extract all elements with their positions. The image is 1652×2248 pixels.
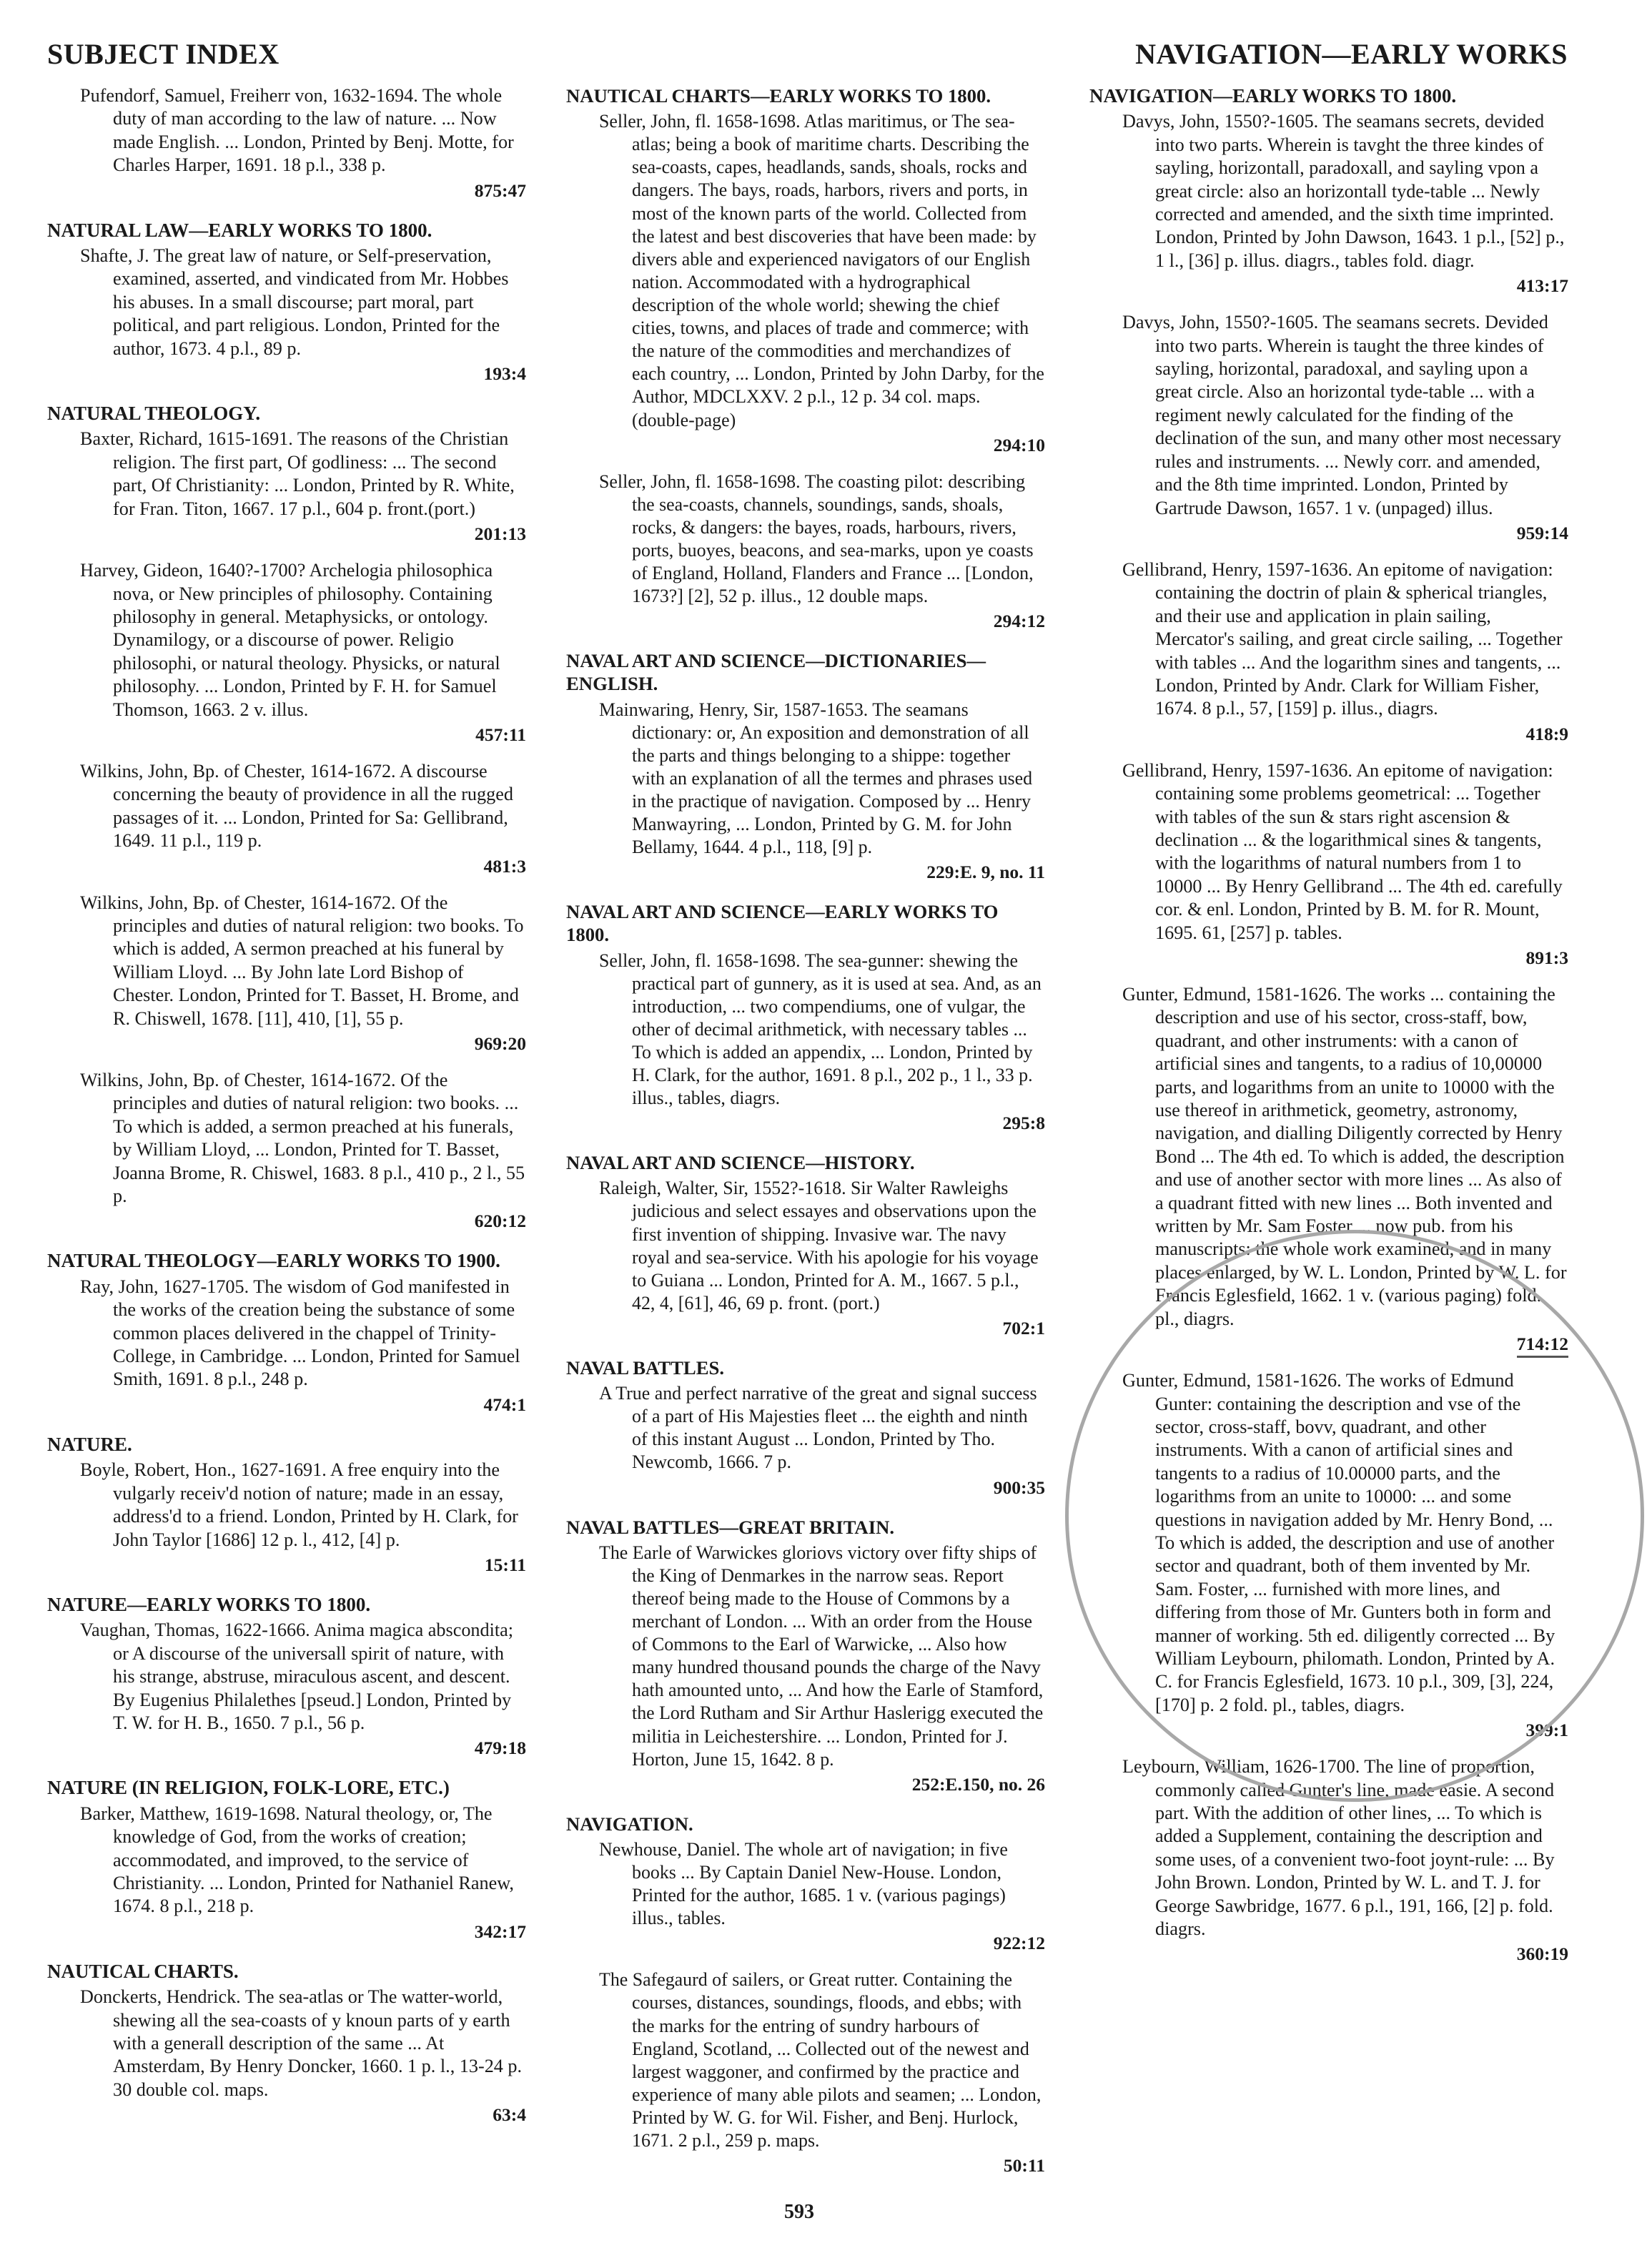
index-entry (47, 245, 526, 385)
call-number-text: 295:8 (1002, 1113, 1045, 1134)
entry-description: Gellibrand, Henry, 1597-1636. An epitome of navigation: containing some problems geometrical: ... Together with tables of the sun & stars right ascension & declination ... & the logarithmical sines & tangents, with the logarithms of natural numbers from 1 to 10000 ... By Henry Gellibrand ... The 4th ed. carefully cor. & enl. London, Printed by B. M. for R. Mount, 1695. 61, [257] p. tables. (1122, 759, 1563, 943)
page-header (0, 37, 1652, 80)
call-number (47, 180, 526, 202)
call-number (47, 1394, 526, 1416)
call-number-text: 342:17 (474, 1921, 526, 1942)
entry-description: Davys, John, 1550?-1605. The seamans secrets, devided into two parts. Wherein is tavght the three kindes of sayling, horizontall, paradoxall, and sayling vpon a great circle: also an horizontall tyde-table ... Newly corrected and amended, and the sixth time imprinted. London, Printed by John Dawson, 1643. 1 p.l., [52] p., 1 l., [36] p. illus. diagrs., tables fold. diagr. (1122, 111, 1565, 271)
index-entry (47, 1619, 526, 1759)
index-entry (47, 1459, 526, 1576)
call-number-text: 399:1 (1525, 1720, 1568, 1741)
call-number (566, 1113, 1045, 1134)
entry-description: Wilkins, John, Bp. of Chester, 1614-1672. Of the principles and duties of natural religion: two books. To which is added, A sermon preached at his funeral by William Lloyd. ... By John late Lord Bishop of Chester. London, Printed for T. Basset, H. Brome, and R. Chiswell, 1678. [11], 410, [1], 55 p. (80, 892, 524, 1029)
call-number-text: 63:4 (493, 2104, 526, 2126)
subject-heading: NAVIGATION. (566, 1813, 693, 1835)
entry-description: Harvey, Gideon, 1640?-1700? Archelogia philosophica nova, or New principles of philosophy. Containing philosophy in general. Metaphysicks, or ontology. Dynamilogy, or a discourse of power. Religio philosophi, or natural theology. Physicks, or natural philosophy. ... London, Printed by F. H. for Samuel Thomson, 1663. 2 v. illus. (80, 560, 500, 720)
subject-heading: NAVAL ART AND SCIENCE—DICTIONARIES—ENGLISH. (566, 650, 986, 695)
call-number (1089, 724, 1568, 745)
subject-heading: NATURE. (47, 1433, 132, 1455)
index-entry (47, 1986, 526, 2126)
entry-description: Seller, John, fl. 1658-1698. The coasting pilot: describing the sea-coasts, channels, soundings, sands, shoals, rocks, & dangers: the bayes, roads, harbours, rivers, ports, buoyes, beacons, and sea-marks, upon ye coasts of England, Holland, Flanders and France ... [London, 1673?] [2], 52 p. illus., 12 double maps. (599, 470, 1034, 607)
call-number-text: 252:E.150, no. 26 (911, 1773, 1045, 1795)
index-entry (47, 760, 526, 877)
call-number-text: 969:20 (474, 1033, 526, 1054)
index-entry (1089, 1369, 1568, 1741)
subject-heading: NATURAL LAW—EARLY WORKS TO 1800. (47, 219, 432, 241)
index-column-2 (566, 84, 1045, 2176)
call-number (47, 1033, 526, 1055)
index-entry (566, 110, 1045, 456)
index-entry (47, 1803, 526, 1943)
entry-description: Gunter, Edmund, 1581-1626. The works ... containing the description and use of his sector, cross-staff, bow, quadrant, and other instruments: with a canon of artificial sines and tangents, to a radius of 10,00000 parts, and logarithms from an unite to 10000 with the use thereof in arithmetick, geometry, astronomy, navigation, and dialling Diligently corrected by Henry Bond ... The 4th ed. To which is added, the description and use of another sector with more lines ... As also of a quadrant fitted with new lines ... Both invented and written by Mr. Sam Foster ... now pub. from his manuscripts: the whole work examined, and in many places enlarged, by W. L. London, Printed by W. L. for Francis Eglesfield, 1662. 1 v. (various paging) fold. pl., diagrs. (1122, 984, 1567, 1329)
page-number: 593 (784, 2201, 814, 2223)
call-number-text: 360:19 (1516, 1943, 1568, 1965)
call-number (566, 2155, 1045, 2176)
call-number-text: 620:12 (474, 1211, 526, 1232)
call-number (47, 363, 526, 385)
entry-description: Raleigh, Walter, Sir, 1552?-1618. Sir Walter Rawleighs judicious and select essayes and observations upon the first invention of shipping. Invasive war. The navy royal and sea-service. With his apologie for his voyage to Guiana ... London, Printed for A. M., 1667. 5 p.l., 42, 4, [61], 46, 69 p. front. (port.) (599, 1178, 1039, 1313)
call-number-text: 294:10 (993, 434, 1045, 455)
index-entry (566, 699, 1045, 884)
call-number-text: 294:12 (993, 611, 1045, 632)
subject-heading: NAVAL BATTLES—GREAT BRITAIN. (566, 1516, 895, 1538)
index-entry (566, 470, 1045, 633)
call-number-text: 959:14 (1516, 522, 1568, 543)
index-entry (1089, 311, 1568, 544)
call-number (566, 862, 1045, 883)
entry-description: Seller, John, fl. 1658-1698. The sea-gunner: shewing the practical part of gunnery, as it is used at sea. And, as an introduction, ... two compendiums, one of vulgar, the other of decimal arithmetick, with necessary tables ... To which is added an appendix, ... London, Printed by H. Clark, for the author, 1691. 8 p.l., 202 p., 1 l., 33 p. illus., tables, diagrs. (599, 950, 1042, 1109)
entry-description: Mainwaring, Henry, Sir, 1587-1653. The seamans dictionary: or, An exposition and demonstration of all the parts and things belonging to a shippe: together with an explanation of all the termes and phrases used in the practique of navigation. Composed by ... Henry Manwayring, ... London, Printed by G. M. for John Bellamy, 1644. 4 p.l., 118, [9] p. (599, 699, 1033, 858)
entry-description: Davys, John, 1550?-1605. The seamans secrets. Devided into two parts. Wherein is taught the three kindes of sayling, horizontal, paradoxal, and sayling upon a great circle. Also an horizontal tyde-table ... with a regiment newly calculated for the finding of the declination of the sun, and many other most necessary rules and instruments. ... Newly corr. and amended, and the 8th time imprinted. London, Printed by Gartrude Dawson, 1657. 1 v. (unpaged) illus. (1122, 312, 1561, 518)
entry-description: Pufendorf, Samuel, Freiherr von, 1632-1694. The whole duty of man according to the law of nature. ... Now made English. ... London, Printed by Benj. Motte, for Charles Harper, 1691. 18 p.l., 338 p. (80, 85, 514, 176)
index-entry (566, 1177, 1045, 1339)
index-entry (1089, 1755, 1568, 1965)
index-entry (566, 1968, 1045, 2176)
subject-heading: NATURAL THEOLOGY—EARLY WORKS TO 1900. (47, 1250, 500, 1272)
entry-description: Baxter, Richard, 1615-1691. The reasons of the Christian religion. The first part, Of godliness: ... The second part, Of Christianity: ... London, Printed by R. White, for Fran. Titon, 1667. 17 p.l., 604 p. front.(port.) (80, 428, 515, 519)
index-entry (47, 892, 526, 1055)
call-number (566, 1933, 1045, 1954)
call-number-text: 418:9 (1525, 723, 1568, 744)
call-number-text: 413:17 (1516, 275, 1568, 297)
entry-description: Wilkins, John, Bp. of Chester, 1614-1672. Of the principles and duties of natural religion: two books. ... To which is added, a sermon preached at his funerals, by William Lloyd, ... London, Printed for T. Basset, Joanna Brome, R. Chiswel, 1683. 8 p.l., 410 p., 2 l., 55 p. (80, 1070, 525, 1207)
entry-description: Vaughan, Thomas, 1622-1666. Anima magica abscondita; or A discourse of the universall spirit of nature, with his strange, abstruse, miraculous ascent, and descent. By Eugenius Philalethes [pseud.] London, Printed by T. W. for H. B., 1650. 7 p.l., 56 p. (80, 1620, 514, 1733)
call-number-text: 714:12 (1517, 1333, 1568, 1358)
index-entry (47, 1276, 526, 1416)
index-column-3 (1089, 84, 1568, 1965)
index-entry (1089, 558, 1568, 745)
call-number (1089, 947, 1568, 969)
call-number (47, 724, 526, 746)
call-number (47, 1554, 526, 1576)
call-number (566, 1477, 1045, 1499)
subject-heading: NAVIGATION—EARLY WORKS TO 1800. (1089, 85, 1457, 107)
call-number-text: 457:11 (475, 724, 526, 745)
call-number (47, 2104, 526, 2126)
entry-description: Donckerts, Hendrick. The sea-atlas or The watter-world, shewing all the sea-coasts of y knoun parts of y earth with a generall description of the same ... At Amsterdam, By Henry Doncker, 1660. 1 p. l., 13-24 p. 30 double col. maps. (80, 1986, 523, 2100)
entry-description: The Earle of Warwickes gloriovs victory over fifty ships of the King of Denmarkes in the narrow seas. Report thereof being made to the House of Commons by a merchant of London. ... With an order from the House of Commons to the Earl of Warwicke, ... Also how many hundred thousand pounds the charge of the Navy hath amounted unto, ... And how the Earle of Stamford, the Lord Rutham and Sir Arthur Haslerigg executed the militia in Leichestershire. ... London, Printed for J. Horton, June 15, 1642. 8 p. (599, 1542, 1044, 1770)
call-number-text: 875:47 (474, 179, 526, 201)
entry-description: Barker, Matthew, 1619-1698. Natural theology, or, The knowledge of God, from the works of creation; accommodated, and improved, to the service of Christianity. ... London, Printed for Nathaniel Ranew, 1674. 8 p.l., 218 p. (80, 1803, 514, 1917)
index-entry (47, 559, 526, 746)
call-number (566, 1318, 1045, 1339)
call-number-text: 702:1 (1002, 1318, 1045, 1339)
call-number (47, 523, 526, 545)
entry-description: Ray, John, 1627-1705. The wisdom of God manifested in the works of the creation being the substance of some common places delivered in the chappel of Trinity-College, in Cambridge. ... London, Printed for Samuel Smith, 1691. 8 p.l., 248 p. (80, 1276, 520, 1390)
subject-heading: NATURE (IN RELIGION, FOLK-LORE, ETC.) (47, 1777, 450, 1799)
call-number (566, 435, 1045, 456)
call-number-text: 481:3 (483, 855, 526, 877)
call-number-text: 201:13 (474, 523, 526, 545)
index-entry (566, 950, 1045, 1135)
call-number (47, 1211, 526, 1232)
entry-description: The Safegaurd of sailers, or Great rutter. Containing the courses, distances, soundings, floods, and ebbs; with the marks for the entring of sundry harbours of England, Scotland, ... Collected out of the newest and largest waggoner, and confirmed by the practice and experience of many able pilots and seamen; ... London, Printed by W. G. for Wil. Fisher, and Benj. Hurlock, 1671. 2 p.l., 259 p. maps. (599, 1969, 1042, 2151)
index-entry (566, 1838, 1045, 1954)
call-number (566, 1774, 1045, 1795)
call-number (1089, 275, 1568, 297)
entry-description: Newhouse, Daniel. The whole art of navigation; in five books ... By Captain Daniel New-House. London, Printed for the author, 1685. 1 v. (various pagings) illus., tables. (599, 1838, 1008, 1929)
entry-description: Seller, John, fl. 1658-1698. Atlas maritimus, or The sea-atlas; being a book of maritime charts. Describing the sea-coasts, capes, headlands, sands, shoals, rocks and dangers. The bays, roads, harbors, rivers and ports, in most of the known parts of the world. Collected from the latest and best discoveries that have been made: by divers able and experienced navigators of our English nation. Accommodated with a hydrographical description of the whole world; shewing the chief cities, towns, and places of trade and commerce; with the nature of the commodities and merchandizes of each country, ... London, Printed by John Darby, for the Author, MDCLXXV. 2 p.l., 12 p. 34 col. maps. (double-page) (599, 111, 1044, 430)
entry-description: Boyle, Robert, Hon., 1627-1691. A free enquiry into the vulgarly receiv'd notion of nature; made in an essay, address'd to a friend. London, Printed by H. Clark, for John Taylor [1686] 12 p. l., 412, [4] p. (80, 1459, 518, 1550)
subject-heading: NAVAL BATTLES. (566, 1357, 725, 1379)
call-number-text: 900:35 (993, 1477, 1045, 1498)
subject-heading: NAUTICAL CHARTS. (47, 1960, 239, 1982)
entry-description: Shafte, J. The great law of nature, or Self-preservation, examined, asserted, and vindicated from Mr. Hobbes his abuses. In a small discourse; part moral, part political, and part religious. London, Printed for the author, 1673. 4 p.l., 89 p. (80, 245, 509, 359)
call-number (1089, 523, 1568, 544)
call-number (47, 1921, 526, 1943)
call-number-text: 474:1 (483, 1394, 526, 1415)
running-head-right: NAVIGATION—EARLY WORKS (1135, 38, 1568, 70)
index-entry (47, 84, 526, 202)
call-number-text: 193:4 (483, 363, 526, 385)
call-number-text: 479:18 (474, 1737, 526, 1759)
call-number (1089, 1720, 1568, 1741)
index-entry (1089, 110, 1568, 297)
call-number-text: 15:11 (484, 1554, 526, 1575)
entry-description: Gunter, Edmund, 1581-1626. The works of Edmund Gunter: containing the description and vse of the sector, cross-staff, bovv, quadrant, and other instruments. With a canon of artificial sines and tangents to a radius of 10.00000 parts, and the logarithms from an unite to 10000: ... and some questions in navigation added by Mr. Henry Bond, ... To which is added, the description and use of another sector and quadrant, both of them invented by Mr. Sam. Foster, ... furnished with more lines, and differing from those of Mr. Gunters both in form and manner of working. 5th ed. diligently corrected ... By William Leybourn, philomath. London, Printed by A. C. for Francis Eglesfield, 1673. 10 p.l., 309, [3], 224, [170] p. 2 fold. pl., tables, diagrs. (1122, 1370, 1555, 1715)
subject-heading: NATURAL THEOLOGY. (47, 403, 261, 425)
entry-description: Leybourn, William, 1626-1700. The line of proportion, commonly called Gunter's line, made easie. A second part. With the addition of other lines, ... To which is added a Supplement, containing the description and some uses, of a convenient two-foot joynt-rule: ... By John Brown. London, Printed by W. L. and T. J. for George Sawbridge, 1677. 6 p.l., 191, 166, [2] p. fold. diagrs. (1122, 1756, 1555, 1940)
call-number (1089, 1333, 1568, 1355)
running-head-left: SUBJECT INDEX (47, 38, 280, 70)
index-column-1 (47, 84, 526, 2126)
call-number-text: 891:3 (1525, 947, 1568, 968)
call-number (47, 856, 526, 877)
call-number-text: 922:12 (993, 1933, 1045, 1954)
entry-description: Gellibrand, Henry, 1597-1636. An epitome of navigation: containing the doctrin of plain & spherical triangles, and their use and application in plain sailing, Mercator's sailing, and great circle sailing, ... Together with tables ... And the logarithm sines and tangents, ... London, Printed by Andr. Clark for William Fisher, 1674. 8 p.l., 57, [159] p. illus., diagrs. (1122, 558, 1563, 719)
subject-heading: NAUTICAL CHARTS—EARLY WORKS TO 1800. (566, 85, 991, 107)
index-entry (566, 1542, 1045, 1795)
call-number-text: 50:11 (1003, 2155, 1045, 2176)
index-entry (566, 1382, 1045, 1498)
index-entry (47, 428, 526, 545)
call-number-text: 229:E. 9, no. 11 (926, 862, 1045, 883)
entry-description: A True and perfect narrative of the great and signal success of a part of His Majesties fleet ... the eighth and ninth of this instant August ... London, Printed by Tho. Newcomb, 1666. 7 p. (599, 1383, 1037, 1473)
call-number (47, 1737, 526, 1759)
call-number (1089, 1943, 1568, 1965)
index-entry (47, 1069, 526, 1232)
subject-heading: NAVAL ART AND SCIENCE—EARLY WORKS TO 1800. (566, 901, 999, 946)
index-entry (1089, 759, 1568, 969)
subject-heading: NAVAL ART AND SCIENCE—HISTORY. (566, 1152, 915, 1174)
subject-heading: NATURE—EARLY WORKS TO 1800. (47, 1593, 371, 1615)
entry-description: Wilkins, John, Bp. of Chester, 1614-1672. A discourse concerning the beauty of providence in all the rugged passages of it. ... London, Printed for Sa: Gellibrand, 1649. 11 p.l., 119 p. (80, 760, 513, 852)
call-number (566, 611, 1045, 632)
index-entry (1089, 983, 1568, 1355)
